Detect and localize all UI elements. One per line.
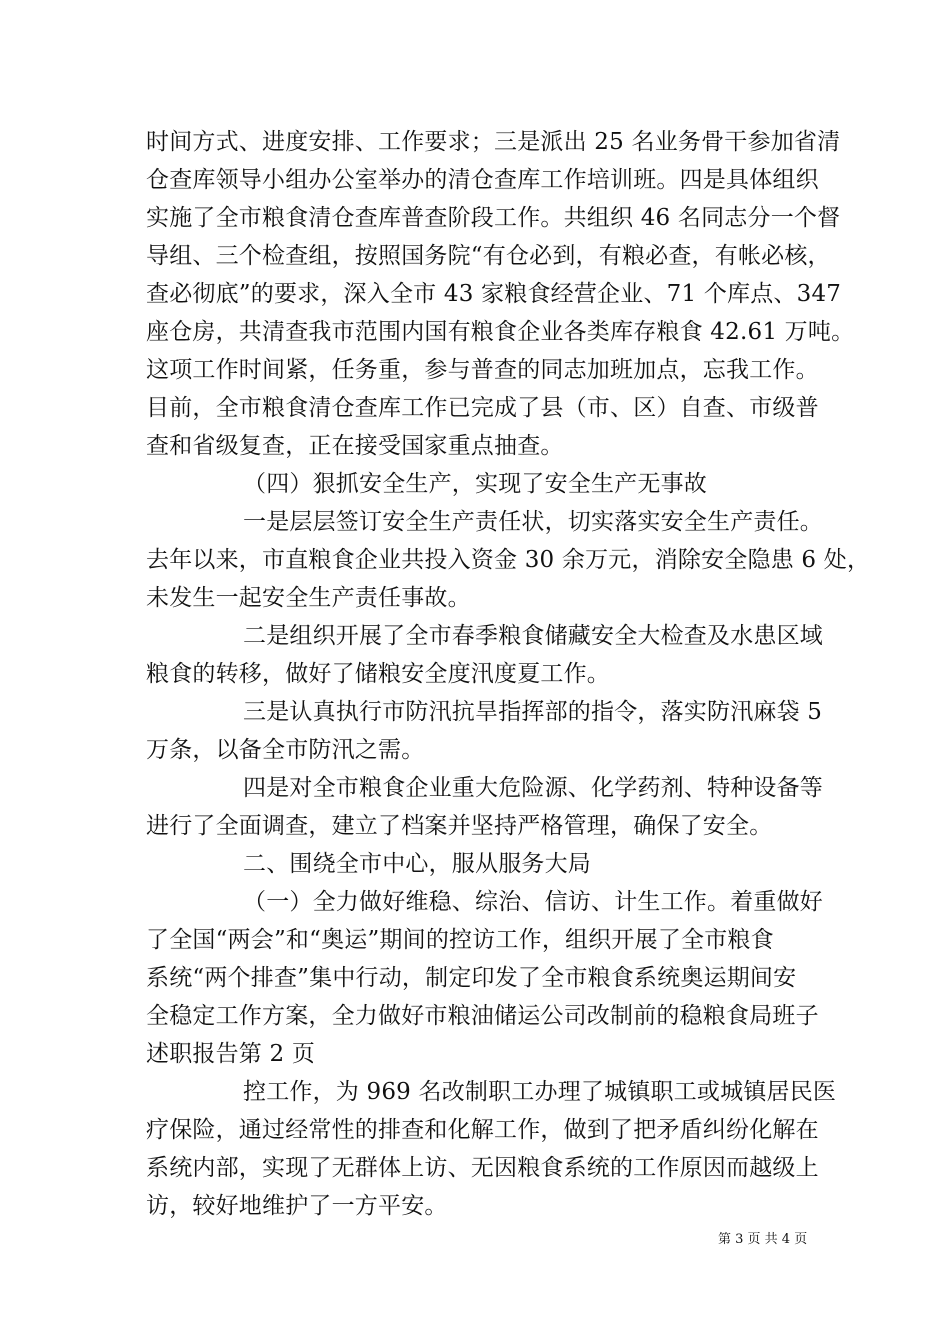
text-line-27: 疗保险，通过经常性的排查和化解工作，做到了把矛盾纠纷化解在: [146, 1117, 819, 1143]
text-line-24: 全稳定工作方案，全力做好市粮油储运公司改制前的稳粮食局班子: [146, 1003, 819, 1029]
text-line-5: 查必彻底”的要求，深入全市 43 家粮食经营企业、71 个库点、347: [146, 281, 842, 307]
text-line-12: 去年以来，市直粮食企业共投入资金 30 余万元，消除安全隐患 6 处，: [146, 547, 871, 573]
text-line-2: 仓查库领导小组办公室举办的清仓查库工作培训班。四是具体组织: [146, 167, 819, 193]
text-line-7: 这项工作时间紧，任务重，参与普查的同志加班加点，忘我工作。: [146, 357, 819, 383]
text-line-18: 四是对全市粮食企业重大危险源、化学药剂、特种设备等: [243, 775, 823, 801]
text-line-17: 万条，以备全市防汛之需。: [146, 737, 425, 763]
text-line-25: 述职报告第 2 页: [146, 1041, 316, 1067]
text-line-23: 系统“两个排查”集中行动，制定印发了全市粮食系统奥运期间安: [146, 965, 797, 991]
text-line-14: 二是组织开展了全市春季粮食储藏安全大检查及水患区域: [243, 623, 823, 649]
text-line-3: 实施了全市粮食清仓查库普查阶段工作。共组织 46 名同志分一个督: [146, 205, 841, 231]
page-number-footer: 第 3 页 共 4 页: [718, 1232, 808, 1247]
text-line-16: 三是认真执行市防汛抗旱指挥部的指令，落实防汛麻袋 5: [243, 699, 823, 725]
text-line-9: 查和省级复查，正在接受国家重点抽查。: [146, 433, 564, 459]
text-line-6: 座仓房，共清查我市范围内国有粮食企业各类库存粮食 42.61 万吨。: [146, 319, 855, 345]
text-line-21: （一）全力做好维稳、综治、信访、计生工作。着重做好: [243, 889, 823, 915]
section-heading-2: 二、围绕全市中心，服从服务大局: [243, 851, 591, 877]
text-line-26: 控工作，为 969 名改制职工办理了城镇职工或城镇居民医: [243, 1079, 837, 1105]
text-line-11: 一是层层签订安全生产责任状，切实落实安全生产责任。: [243, 509, 823, 535]
text-line-22: 了全国“两会”和“奥运”期间的控访工作，组织开展了全市粮食: [146, 927, 774, 953]
text-line-4: 导组、三个检查组，按照国务院“有仓必到，有粮必查，有帐必核，: [146, 243, 831, 269]
text-line-28: 系统内部，实现了无群体上访、无因粮食系统的工作原因而越级上: [146, 1155, 819, 1181]
text-line-29: 访，较好地维护了一方平安。: [146, 1193, 448, 1219]
text-line-13: 未发生一起安全生产责任事故。: [146, 585, 471, 611]
text-line-8: 目前，全市粮食清仓查库工作已完成了县（市、区）自查、市级普: [146, 395, 819, 421]
text-line-15: 粮食的转移，做好了储粮安全度汛度夏工作。: [146, 661, 610, 687]
text-line-19: 进行了全面调查，建立了档案并坚持严格管理，确保了安全。: [146, 813, 773, 839]
text-line-1: 时间方式、进度安排、工作要求；三是派出 25 名业务骨干参加省清: [146, 129, 841, 155]
section-heading-4: （四）狠抓安全生产，实现了安全生产无事故: [243, 471, 707, 497]
